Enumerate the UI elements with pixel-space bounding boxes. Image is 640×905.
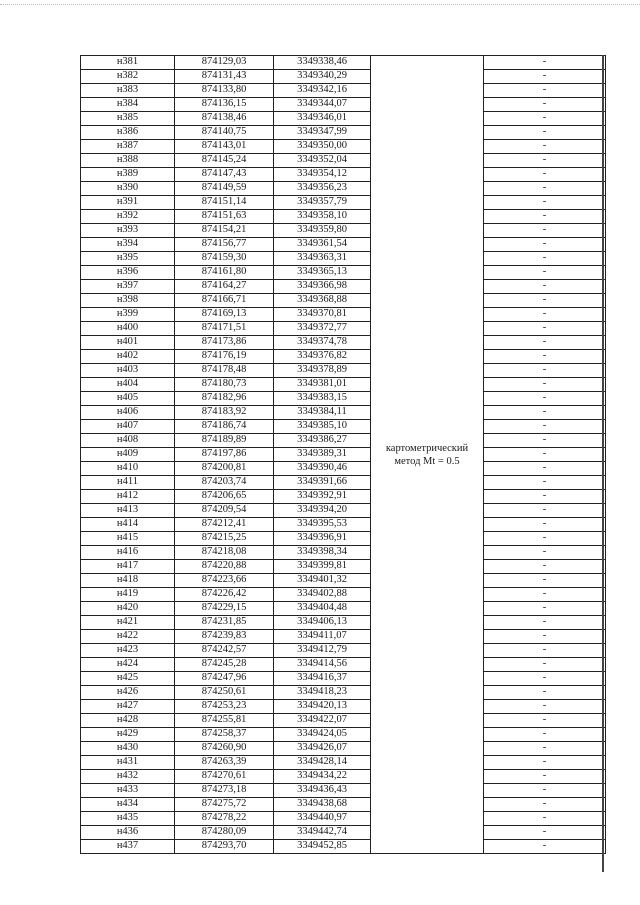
note-cell: -	[484, 658, 606, 672]
note-cell: -	[484, 392, 606, 406]
scan-edge-line	[0, 4, 640, 8]
point-id-cell: н422	[81, 630, 175, 644]
x-coordinate-cell: 874189,89	[175, 434, 274, 448]
x-coordinate-cell: 874129,03	[175, 56, 274, 70]
table-row	[81, 336, 606, 350]
x-coordinate-cell: 874151,63	[175, 210, 274, 224]
x-coordinate-cell: 874206,65	[175, 490, 274, 504]
table-row	[81, 826, 606, 840]
point-id-cell: н406	[81, 406, 175, 420]
table-row	[81, 266, 606, 280]
table-row	[81, 784, 606, 798]
note-cell: -	[484, 322, 606, 336]
point-id-cell: н399	[81, 308, 175, 322]
point-id-cell: н405	[81, 392, 175, 406]
x-coordinate-cell: 874223,66	[175, 574, 274, 588]
x-coordinate-cell: 874164,27	[175, 280, 274, 294]
point-id-cell: н414	[81, 518, 175, 532]
point-id-cell: н423	[81, 644, 175, 658]
x-coordinate-cell: 874215,25	[175, 532, 274, 546]
table-row	[81, 588, 606, 602]
x-coordinate-cell: 874280,09	[175, 826, 274, 840]
x-coordinate-cell: 874275,72	[175, 798, 274, 812]
y-coordinate-cell: 3349436,43	[274, 784, 371, 798]
x-coordinate-cell: 874161,80	[175, 266, 274, 280]
y-coordinate-cell: 3349428,14	[274, 756, 371, 770]
x-coordinate-cell: 874273,18	[175, 784, 274, 798]
table-row	[81, 406, 606, 420]
note-cell: -	[484, 756, 606, 770]
point-id-cell: н381	[81, 56, 175, 70]
point-id-cell: н434	[81, 798, 175, 812]
table-row	[81, 840, 606, 854]
y-coordinate-cell: 3349394,20	[274, 504, 371, 518]
y-coordinate-cell: 3349378,89	[274, 364, 371, 378]
point-id-cell: н387	[81, 140, 175, 154]
point-id-cell: н389	[81, 168, 175, 182]
note-cell: -	[484, 56, 606, 70]
point-id-cell: н382	[81, 70, 175, 84]
y-coordinate-cell: 3349391,66	[274, 476, 371, 490]
table-row	[81, 392, 606, 406]
table-row	[81, 742, 606, 756]
x-coordinate-cell: 874200,81	[175, 462, 274, 476]
note-cell: -	[484, 644, 606, 658]
y-coordinate-cell: 3349406,13	[274, 616, 371, 630]
note-cell: -	[484, 770, 606, 784]
x-coordinate-cell: 874169,13	[175, 308, 274, 322]
note-cell: -	[484, 812, 606, 826]
table-row	[81, 700, 606, 714]
x-coordinate-cell: 874293,70	[175, 840, 274, 854]
y-coordinate-cell: 3349389,31	[274, 448, 371, 462]
method-name: картометрический	[385, 442, 469, 454]
point-id-cell: н409	[81, 448, 175, 462]
x-coordinate-cell: 874136,15	[175, 98, 274, 112]
x-coordinate-cell: 874250,61	[175, 686, 274, 700]
table-row	[81, 714, 606, 728]
table-row	[81, 98, 606, 112]
point-id-cell: н400	[81, 322, 175, 336]
point-id-cell: н402	[81, 350, 175, 364]
note-cell: -	[484, 84, 606, 98]
coordinates-table	[80, 55, 606, 854]
y-coordinate-cell: 3349366,98	[274, 280, 371, 294]
point-id-cell: н384	[81, 98, 175, 112]
note-cell: -	[484, 182, 606, 196]
x-coordinate-cell: 874151,14	[175, 196, 274, 210]
note-cell: -	[484, 154, 606, 168]
table-row	[81, 770, 606, 784]
note-cell: -	[484, 266, 606, 280]
y-coordinate-cell: 3349346,01	[274, 112, 371, 126]
note-cell: -	[484, 490, 606, 504]
y-coordinate-cell: 3349372,77	[274, 322, 371, 336]
point-id-cell: н411	[81, 476, 175, 490]
y-coordinate-cell: 3349361,54	[274, 238, 371, 252]
note-cell: -	[484, 518, 606, 532]
note-cell: -	[484, 112, 606, 126]
table-row	[81, 476, 606, 490]
x-coordinate-cell: 874218,08	[175, 546, 274, 560]
table-row	[81, 224, 606, 238]
y-coordinate-cell: 3349416,37	[274, 672, 371, 686]
note-cell: -	[484, 280, 606, 294]
table-row	[81, 434, 606, 448]
note-cell: -	[484, 224, 606, 238]
note-cell: -	[484, 616, 606, 630]
point-id-cell: н383	[81, 84, 175, 98]
y-coordinate-cell: 3349384,11	[274, 406, 371, 420]
table-row	[81, 56, 606, 70]
point-id-cell: н416	[81, 546, 175, 560]
note-cell: -	[484, 448, 606, 462]
note-cell: -	[484, 70, 606, 84]
point-id-cell: н396	[81, 266, 175, 280]
point-id-cell: н432	[81, 770, 175, 784]
x-coordinate-cell: 874220,88	[175, 560, 274, 574]
x-coordinate-cell: 874212,41	[175, 518, 274, 532]
note-cell: -	[484, 798, 606, 812]
y-coordinate-cell: 3349344,07	[274, 98, 371, 112]
coordinates-table-body	[81, 56, 606, 854]
table-row	[81, 658, 606, 672]
point-id-cell: н391	[81, 196, 175, 210]
y-coordinate-cell: 3349414,56	[274, 658, 371, 672]
point-id-cell: н413	[81, 504, 175, 518]
table-row	[81, 616, 606, 630]
x-coordinate-cell: 874229,15	[175, 602, 274, 616]
x-coordinate-cell: 874166,71	[175, 294, 274, 308]
note-cell: -	[484, 462, 606, 476]
y-coordinate-cell: 3349385,10	[274, 420, 371, 434]
y-coordinate-cell: 3349420,13	[274, 700, 371, 714]
x-coordinate-cell: 874186,74	[175, 420, 274, 434]
point-id-cell: н415	[81, 532, 175, 546]
point-id-cell: н407	[81, 420, 175, 434]
table-row	[81, 238, 606, 252]
y-coordinate-cell: 3349452,85	[274, 840, 371, 854]
x-coordinate-cell: 874173,86	[175, 336, 274, 350]
point-id-cell: н421	[81, 616, 175, 630]
note-cell: -	[484, 378, 606, 392]
y-coordinate-cell: 3349381,01	[274, 378, 371, 392]
table-row	[81, 462, 606, 476]
table-row	[81, 350, 606, 364]
y-coordinate-cell: 3349352,04	[274, 154, 371, 168]
note-cell: -	[484, 364, 606, 378]
x-coordinate-cell: 874182,96	[175, 392, 274, 406]
y-coordinate-cell: 3349411,07	[274, 630, 371, 644]
point-id-cell: н429	[81, 728, 175, 742]
note-cell: -	[484, 714, 606, 728]
y-coordinate-cell: 3349365,13	[274, 266, 371, 280]
note-cell: -	[484, 350, 606, 364]
note-cell: -	[484, 476, 606, 490]
y-coordinate-cell: 3349395,53	[274, 518, 371, 532]
point-id-cell: н427	[81, 700, 175, 714]
y-coordinate-cell: 3349340,29	[274, 70, 371, 84]
x-coordinate-cell: 874258,37	[175, 728, 274, 742]
x-coordinate-cell: 874209,54	[175, 504, 274, 518]
table-row	[81, 504, 606, 518]
point-id-cell: н393	[81, 224, 175, 238]
y-coordinate-cell: 3349374,78	[274, 336, 371, 350]
table-row	[81, 168, 606, 182]
method-cell	[371, 56, 484, 854]
point-id-cell: н401	[81, 336, 175, 350]
x-coordinate-cell: 874183,92	[175, 406, 274, 420]
x-coordinate-cell: 874231,85	[175, 616, 274, 630]
x-coordinate-cell: 874239,83	[175, 630, 274, 644]
point-id-cell: н419	[81, 588, 175, 602]
x-coordinate-cell: 874263,39	[175, 756, 274, 770]
scan-border-line	[602, 55, 604, 872]
table-row	[81, 686, 606, 700]
note-cell: -	[484, 546, 606, 560]
table-row	[81, 490, 606, 504]
y-coordinate-cell: 3349354,12	[274, 168, 371, 182]
x-coordinate-cell: 874226,42	[175, 588, 274, 602]
note-cell: -	[484, 700, 606, 714]
y-coordinate-cell: 3349386,27	[274, 434, 371, 448]
note-cell: -	[484, 588, 606, 602]
y-coordinate-cell: 3349338,46	[274, 56, 371, 70]
table-row	[81, 364, 606, 378]
y-coordinate-cell: 3349359,80	[274, 224, 371, 238]
note-cell: -	[484, 532, 606, 546]
note-cell: -	[484, 294, 606, 308]
point-id-cell: н386	[81, 126, 175, 140]
x-coordinate-cell: 874133,80	[175, 84, 274, 98]
table-row	[81, 560, 606, 574]
table-row	[81, 812, 606, 826]
table-row	[81, 322, 606, 336]
y-coordinate-cell: 3349356,23	[274, 182, 371, 196]
note-cell: -	[484, 742, 606, 756]
y-coordinate-cell: 3349399,81	[274, 560, 371, 574]
x-coordinate-cell: 874247,96	[175, 672, 274, 686]
y-coordinate-cell: 3349440,97	[274, 812, 371, 826]
note-cell: -	[484, 406, 606, 420]
x-coordinate-cell: 874171,51	[175, 322, 274, 336]
note-cell: -	[484, 252, 606, 266]
note-cell: -	[484, 420, 606, 434]
point-id-cell: н430	[81, 742, 175, 756]
point-id-cell: н403	[81, 364, 175, 378]
point-id-cell: н397	[81, 280, 175, 294]
x-coordinate-cell: 874270,61	[175, 770, 274, 784]
table-row	[81, 728, 606, 742]
x-coordinate-cell: 874245,28	[175, 658, 274, 672]
y-coordinate-cell: 3349438,68	[274, 798, 371, 812]
note-cell: -	[484, 602, 606, 616]
note-cell: -	[484, 210, 606, 224]
table-row	[81, 308, 606, 322]
point-id-cell: н390	[81, 182, 175, 196]
note-cell: -	[484, 504, 606, 518]
note-cell: -	[484, 574, 606, 588]
x-coordinate-cell: 874253,23	[175, 700, 274, 714]
note-cell: -	[484, 784, 606, 798]
x-coordinate-cell: 874180,73	[175, 378, 274, 392]
table-row	[81, 630, 606, 644]
table-row	[81, 574, 606, 588]
x-coordinate-cell: 874197,86	[175, 448, 274, 462]
y-coordinate-cell: 3349390,46	[274, 462, 371, 476]
table-row	[81, 294, 606, 308]
table-row	[81, 756, 606, 770]
x-coordinate-cell: 874255,81	[175, 714, 274, 728]
table-row	[81, 532, 606, 546]
note-cell: -	[484, 840, 606, 854]
y-coordinate-cell: 3349383,15	[274, 392, 371, 406]
table-row	[81, 798, 606, 812]
y-coordinate-cell: 3349424,05	[274, 728, 371, 742]
point-id-cell: н395	[81, 252, 175, 266]
table-row	[81, 84, 606, 98]
y-coordinate-cell: 3349368,88	[274, 294, 371, 308]
x-coordinate-cell: 874278,22	[175, 812, 274, 826]
x-coordinate-cell: 874140,75	[175, 126, 274, 140]
table-row	[81, 140, 606, 154]
y-coordinate-cell: 3349357,79	[274, 196, 371, 210]
table-row	[81, 210, 606, 224]
note-cell: -	[484, 686, 606, 700]
x-coordinate-cell: 874178,48	[175, 364, 274, 378]
point-id-cell: н418	[81, 574, 175, 588]
point-id-cell: н424	[81, 658, 175, 672]
table-row	[81, 182, 606, 196]
point-id-cell: н431	[81, 756, 175, 770]
y-coordinate-cell: 3349422,07	[274, 714, 371, 728]
x-coordinate-cell: 874159,30	[175, 252, 274, 266]
note-cell: -	[484, 630, 606, 644]
x-coordinate-cell: 874145,24	[175, 154, 274, 168]
point-id-cell: н436	[81, 826, 175, 840]
point-id-cell: н412	[81, 490, 175, 504]
y-coordinate-cell: 3349442,74	[274, 826, 371, 840]
x-coordinate-cell: 874260,90	[175, 742, 274, 756]
table-row	[81, 602, 606, 616]
table-row	[81, 546, 606, 560]
y-coordinate-cell: 3349418,23	[274, 686, 371, 700]
x-coordinate-cell: 874203,74	[175, 476, 274, 490]
y-coordinate-cell: 3349350,00	[274, 140, 371, 154]
y-coordinate-cell: 3349392,91	[274, 490, 371, 504]
y-coordinate-cell: 3349426,07	[274, 742, 371, 756]
note-cell: -	[484, 560, 606, 574]
method-accuracy: метод Mt = 0.5	[394, 455, 460, 467]
table-row	[81, 448, 606, 462]
note-cell: -	[484, 168, 606, 182]
x-coordinate-cell: 874156,77	[175, 238, 274, 252]
table-row	[81, 420, 606, 434]
y-coordinate-cell: 3349412,79	[274, 644, 371, 658]
point-id-cell: н428	[81, 714, 175, 728]
note-cell: -	[484, 126, 606, 140]
table-row	[81, 126, 606, 140]
y-coordinate-cell: 3349347,99	[274, 126, 371, 140]
table-row	[81, 70, 606, 84]
note-cell: -	[484, 98, 606, 112]
y-coordinate-cell: 3349404,48	[274, 602, 371, 616]
point-id-cell: н425	[81, 672, 175, 686]
x-coordinate-cell: 874138,46	[175, 112, 274, 126]
point-id-cell: н426	[81, 686, 175, 700]
point-id-cell: н435	[81, 812, 175, 826]
point-id-cell: н398	[81, 294, 175, 308]
y-coordinate-cell: 3349363,31	[274, 252, 371, 266]
note-cell: -	[484, 728, 606, 742]
y-coordinate-cell: 3349402,88	[274, 588, 371, 602]
note-cell: -	[484, 826, 606, 840]
table-row	[81, 518, 606, 532]
x-coordinate-cell: 874176,19	[175, 350, 274, 364]
y-coordinate-cell: 3349434,22	[274, 770, 371, 784]
point-id-cell: н410	[81, 462, 175, 476]
point-id-cell: н394	[81, 238, 175, 252]
note-cell: -	[484, 672, 606, 686]
table-row	[81, 644, 606, 658]
y-coordinate-cell: 3349358,10	[274, 210, 371, 224]
x-coordinate-cell: 874147,43	[175, 168, 274, 182]
table-row	[81, 280, 606, 294]
table-row	[81, 252, 606, 266]
note-cell: -	[484, 434, 606, 448]
point-id-cell: н417	[81, 560, 175, 574]
point-id-cell: н433	[81, 784, 175, 798]
table-row	[81, 112, 606, 126]
table-row	[81, 672, 606, 686]
x-coordinate-cell: 874154,21	[175, 224, 274, 238]
note-cell: -	[484, 336, 606, 350]
x-coordinate-cell: 874143,01	[175, 140, 274, 154]
point-id-cell: н420	[81, 602, 175, 616]
x-coordinate-cell: 874131,43	[175, 70, 274, 84]
x-coordinate-cell: 874149,59	[175, 182, 274, 196]
note-cell: -	[484, 238, 606, 252]
note-cell: -	[484, 308, 606, 322]
y-coordinate-cell: 3349376,82	[274, 350, 371, 364]
point-id-cell: н404	[81, 378, 175, 392]
table-row	[81, 154, 606, 168]
y-coordinate-cell: 3349370,81	[274, 308, 371, 322]
y-coordinate-cell: 3349398,34	[274, 546, 371, 560]
y-coordinate-cell: 3349401,32	[274, 574, 371, 588]
point-id-cell: н385	[81, 112, 175, 126]
y-coordinate-cell: 3349342,16	[274, 84, 371, 98]
note-cell: -	[484, 196, 606, 210]
y-coordinate-cell: 3349396,91	[274, 532, 371, 546]
point-id-cell: н408	[81, 434, 175, 448]
x-coordinate-cell: 874242,57	[175, 644, 274, 658]
point-id-cell: н392	[81, 210, 175, 224]
point-id-cell: н388	[81, 154, 175, 168]
table-row	[81, 196, 606, 210]
note-cell: -	[484, 140, 606, 154]
table-row	[81, 378, 606, 392]
point-id-cell: н437	[81, 840, 175, 854]
